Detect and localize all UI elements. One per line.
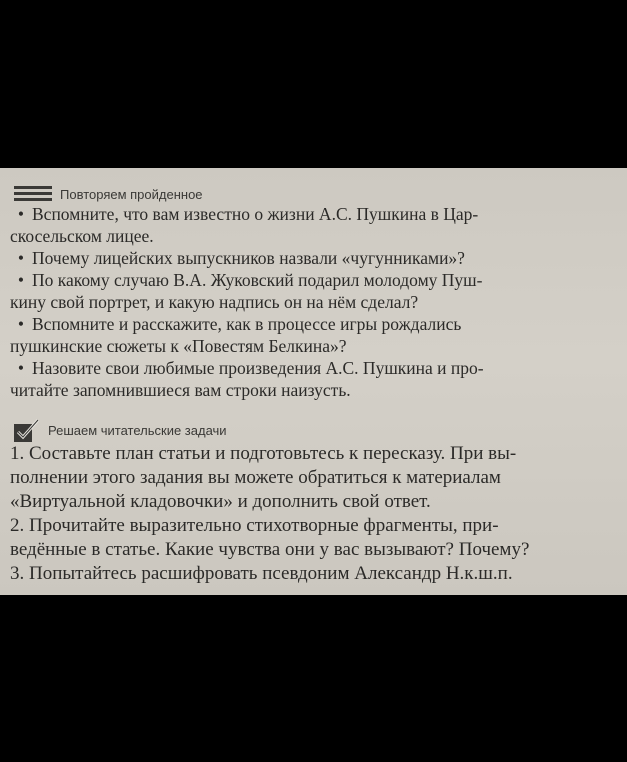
review-line bbox=[10, 292, 621, 312]
line-text: читайте запомнившиеся вам строки наизусть. bbox=[10, 380, 351, 400]
line-text: Вспомните, что вам известно о жизни А.С. Пушкина в Цар- bbox=[32, 204, 479, 224]
textbook-page bbox=[0, 168, 627, 595]
line-text: ведённые в статье. Какие чувства они у вас вызывают? Почему? bbox=[10, 539, 530, 560]
task-line bbox=[10, 515, 621, 537]
line-text: полнении этого задания вы можете обратиться к материалам bbox=[10, 467, 501, 488]
task-line bbox=[10, 491, 621, 513]
task-line bbox=[10, 539, 621, 561]
line-text: По какому случаю В.А. Жуковский подарил молодому Пуш- bbox=[32, 270, 483, 290]
bullet: • bbox=[17, 314, 25, 334]
review-line bbox=[10, 314, 621, 334]
section-review-title: Повторяем пройденное bbox=[60, 186, 203, 202]
section-tasks-header bbox=[14, 418, 227, 442]
bullet: • bbox=[17, 358, 25, 378]
lines-icon bbox=[14, 186, 54, 202]
bullet: • bbox=[17, 270, 25, 290]
review-line bbox=[10, 248, 621, 268]
task-line bbox=[10, 563, 621, 585]
line-text: скосельском лицее. bbox=[10, 226, 154, 246]
line-text: 2. Прочитайте выразительно стихотворные фрагменты, при- bbox=[10, 515, 499, 536]
line-text: Назовите свои любимые произведения А.С. Пушкина и про- bbox=[32, 358, 484, 378]
line-text: 1. Составьте план статьи и подготовьтесь к пересказу. При вы- bbox=[10, 443, 517, 464]
review-line bbox=[10, 336, 621, 356]
review-line bbox=[10, 380, 621, 400]
line-text: Почему лицейских выпускников назвали «чугунниками»? bbox=[32, 248, 465, 268]
review-line bbox=[10, 270, 621, 290]
bullet: • bbox=[17, 204, 25, 224]
line-text: пушкинские сюжеты к «Повестям Белкина»? bbox=[10, 336, 347, 356]
pencil-check-icon bbox=[14, 418, 40, 442]
task-line bbox=[10, 467, 621, 489]
task-line bbox=[10, 443, 621, 465]
bullet: • bbox=[17, 248, 25, 268]
section-tasks-title: Решаем читательские задачи bbox=[48, 422, 227, 438]
line-text: кину свой портрет, и какую надпись он на нём сделал? bbox=[10, 292, 419, 312]
review-line bbox=[10, 358, 621, 378]
review-line bbox=[10, 204, 621, 224]
section-review-header bbox=[14, 186, 203, 202]
review-line bbox=[10, 226, 621, 246]
line-text: Вспомните и расскажите, как в процессе игры рождались bbox=[32, 314, 462, 334]
line-text: 3. Попытайтесь расшифровать псевдоним Александр Н.к.ш.п. bbox=[10, 563, 513, 584]
line-text: «Виртуальной кладовочки» и дополнить свой ответ. bbox=[10, 491, 431, 512]
